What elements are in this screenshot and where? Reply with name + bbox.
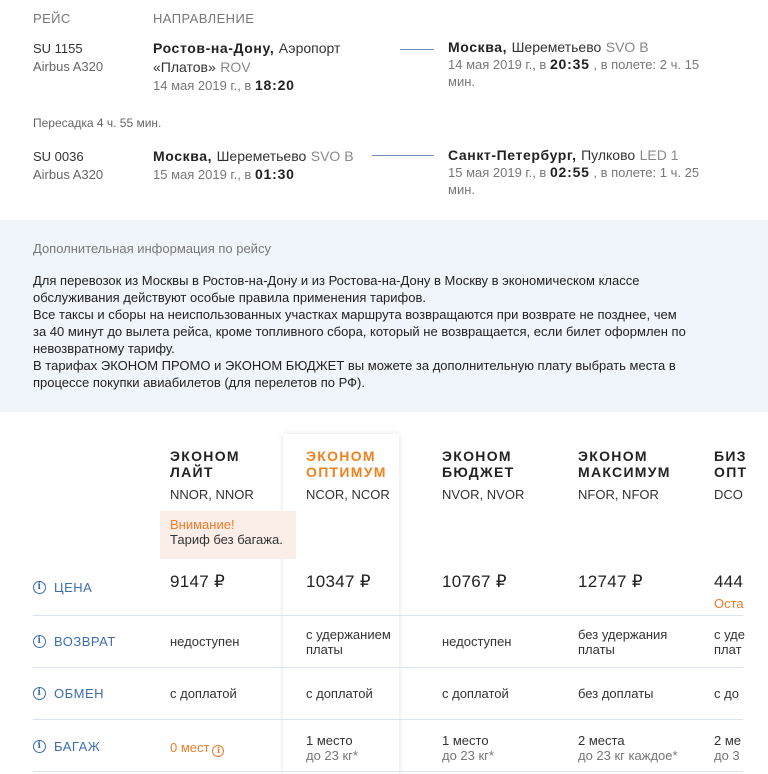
row-divider xyxy=(33,719,743,720)
fare-name-business[interactable]: БИЗ ОПТ xyxy=(714,448,748,480)
info-icon[interactable]: i xyxy=(33,687,46,700)
seats-left-note: Оста xyxy=(714,596,744,611)
fare-price[interactable]: 444 xyxy=(714,572,744,591)
row-divider xyxy=(33,615,743,616)
fare-codes: NFOR, NFOR xyxy=(578,487,659,502)
arrival-airport-code: SVO B xyxy=(605,39,649,55)
fare-codes: NNOR, NNOR xyxy=(170,487,254,502)
exchange-value: с до xyxy=(714,686,739,701)
fare-name-econom-optimum[interactable]: ЭКОНОМ ОПТИМУМ xyxy=(306,448,387,480)
exchange-value: с доплатой xyxy=(306,686,373,701)
fare-codes: NVOR, NVOR xyxy=(442,487,525,502)
baggage-value: 2 ме до 3 xyxy=(714,733,742,763)
fare-name-econom-maximum[interactable]: ЭКОНОМ МАКСИМУМ xyxy=(578,448,671,480)
refund-value: недоступен xyxy=(442,634,512,649)
info-line: обслуживания действуют особые правила применения тарифов. xyxy=(33,290,426,305)
exchange-value: с доплатой xyxy=(170,686,237,701)
arrival-block xyxy=(448,39,748,90)
flight-duration: , в полете: 2 ч. 15 xyxy=(593,57,700,72)
row-divider xyxy=(33,667,743,668)
departure-airport-code: SVO B xyxy=(310,148,354,164)
transfer-info: Пересадка 4 ч. 55 мин. xyxy=(33,116,162,130)
arrival-date: 14 мая 2019 г., в xyxy=(448,57,547,72)
info-line: за 40 минут до вылета рейса, кроме топливного сбора, который не возвращается, если билет оформлен по xyxy=(33,324,686,339)
info-title: Дополнительная информация по рейсу xyxy=(33,241,271,256)
departure-city: Ростов-на-Дону, xyxy=(153,40,275,56)
flight-number: SU 0036 xyxy=(33,149,84,164)
aircraft-type: Airbus A320 xyxy=(33,59,104,74)
fare-price[interactable]: 10767 ₽ xyxy=(442,572,507,591)
aircraft-type: Airbus A320 xyxy=(33,167,104,182)
exchange-value: без доплаты xyxy=(578,686,654,701)
info-line: В тарифах ЭКОНОМ ПРОМО и ЭКОНОМ БЮДЖЕТ вы можете за дополнительную плату выбрать места в xyxy=(33,358,676,373)
departure-city: Москва, xyxy=(153,148,213,164)
direction-column-header: НАПРАВЛЕНИЕ xyxy=(153,11,255,26)
refund-value: без удержания платы xyxy=(578,627,668,657)
arrival-time: 20:35 xyxy=(549,56,590,72)
arrival-city: Москва, xyxy=(448,39,508,55)
departure-time: 01:30 xyxy=(254,166,295,182)
warning-text: Тариф без багажа. xyxy=(170,532,283,547)
refund-value: с удержанием платы xyxy=(306,627,391,657)
departure-airport-code: ROV xyxy=(220,59,251,75)
baggage-value: 1 место до 23 кг* xyxy=(442,733,494,763)
arrival-airport-code: LED 1 xyxy=(639,147,679,163)
exchange-row-label[interactable]: i ОБМЕН xyxy=(33,686,104,701)
baggage-row-label[interactable]: i БАГАЖ xyxy=(33,739,100,754)
departure-block xyxy=(153,147,373,183)
arrival-date: 15 мая 2019 г., в xyxy=(448,165,547,180)
departure-airport-name: «Платов» xyxy=(153,59,216,75)
route-line xyxy=(372,155,434,156)
row-divider xyxy=(33,771,743,772)
departure-airport: Шереметьево xyxy=(216,148,307,164)
fare-name-econom-lite[interactable]: ЭКОНОМ ЛАЙТ xyxy=(170,448,240,480)
departure-date: 14 мая 2019 г., в xyxy=(153,78,252,93)
arrival-airport: Пулково xyxy=(581,147,636,163)
fare-price[interactable]: 9147 ₽ xyxy=(170,572,226,591)
additional-info-panel xyxy=(0,220,768,412)
baggage-value: 1 место до 23 кг* xyxy=(306,733,358,763)
flight-number: SU 1155 xyxy=(33,41,83,56)
info-icon[interactable]: i xyxy=(33,740,46,753)
highlighted-fare-column[interactable] xyxy=(283,434,399,774)
departure-time: 18:20 xyxy=(254,77,295,93)
price-row-label[interactable]: i ЦЕНА xyxy=(33,580,92,595)
arrival-airport: Шереметьево xyxy=(511,39,602,55)
fare-price[interactable]: 12747 ₽ xyxy=(578,572,643,591)
route-line xyxy=(400,49,434,50)
info-icon[interactable]: i xyxy=(33,581,46,594)
departure-block xyxy=(153,39,373,94)
info-icon[interactable]: i xyxy=(33,635,46,648)
flight-duration-cont: мин. xyxy=(448,182,475,197)
baggage-value[interactable]: 0 мест i xyxy=(170,740,224,757)
arrival-time: 02:55 xyxy=(549,164,590,180)
refund-value: недоступен xyxy=(170,634,240,649)
baggage-value: 2 места до 23 кг каждое* xyxy=(578,733,678,763)
info-text xyxy=(33,272,753,391)
refund-value: с уде плат xyxy=(714,627,745,657)
flight-duration: , в полете: 1 ч. 25 xyxy=(593,165,700,180)
departure-date: 15 мая 2019 г., в xyxy=(153,167,252,182)
info-line: невозвратному тарифу. xyxy=(33,341,175,356)
fare-codes: NCOR, NCOR xyxy=(306,487,390,502)
fare-table xyxy=(0,412,768,774)
fare-codes: DCO xyxy=(714,487,743,502)
info-line: Все таксы и сборы на неиспользованных участках маршрута возвращаются при возврате не позднее, чем xyxy=(33,307,677,322)
flight-column-header: РЕЙС xyxy=(33,11,71,26)
fare-name-econom-budget[interactable]: ЭКОНОМ БЮДЖЕТ xyxy=(442,448,515,480)
info-line: Для перевозок из Москвы в Ростов-на-Дону и из Ростова-на-Дону в Москву в экономическом классе xyxy=(33,273,640,288)
departure-airport: Аэропорт xyxy=(278,40,341,56)
warning-title: Внимание! xyxy=(170,517,235,532)
no-baggage-warning xyxy=(160,511,296,559)
flight-duration-cont: мин. xyxy=(448,74,475,89)
info-line: процессе покупки авиабилетов (для перелетов по РФ). xyxy=(33,375,365,390)
arrival-block xyxy=(448,147,748,198)
refund-row-label[interactable]: i ВОЗВРАТ xyxy=(33,634,116,649)
info-icon[interactable]: i xyxy=(212,745,224,757)
arrival-city: Санкт-Петербург, xyxy=(448,147,577,163)
exchange-value: с доплатой xyxy=(442,686,509,701)
fare-price[interactable]: 10347 ₽ xyxy=(306,572,371,591)
